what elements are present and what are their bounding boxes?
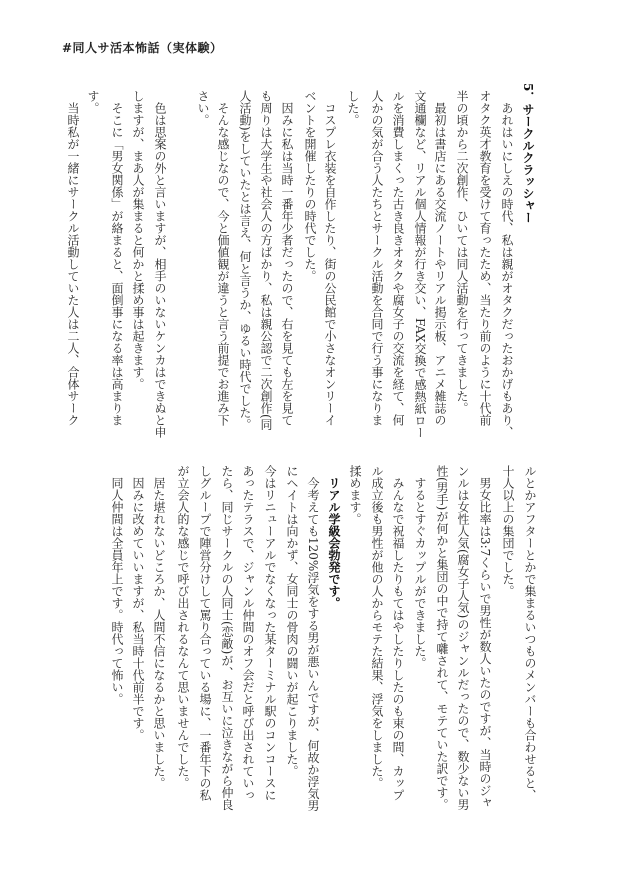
text-line: が立会人的な感じで呼び出されるなんて思いませんでした。 bbox=[176, 465, 190, 789]
text-line: オタク英才教育を受けて育ったため、当たり前のように十代前 bbox=[478, 90, 492, 426]
text-line: 揉めます。 bbox=[348, 465, 362, 525]
text-line: コスプレ衣装を自作したり、街の公民館で小さなオンリーイ bbox=[323, 90, 337, 426]
text-line: しグループで陣営分けして罵り合っている場に、一番年下の私 bbox=[198, 465, 212, 801]
text-line: するとすぐカップルができました。 bbox=[413, 465, 427, 669]
text-line: あったテラスで、ジャンル仲間のオフ会だと呼び出されていっ bbox=[241, 465, 255, 801]
text-line: ンルは女性人気(腐女子人気)のジャンルだったので、数少ない男 bbox=[456, 465, 470, 811]
text-line: さい。 bbox=[196, 90, 210, 126]
text-line: 人かの気が合う人たちとサークル活動を合同で行う事になりま bbox=[370, 90, 384, 426]
text-line: した。 bbox=[346, 90, 360, 126]
page-header-title: #同人サ活本怖話（実体験） bbox=[62, 41, 223, 55]
text-line: ルとかアフターとかで集まるいつものメンバーも合わせると、 bbox=[523, 465, 537, 801]
text-line: ル成立後も男性が他の人からモテた結果、浮気をしました。 bbox=[370, 465, 384, 789]
text-line: そこに「男女関係」が絡まると、面倒事になる率は高まりま bbox=[110, 90, 124, 426]
text-line: 性(男手)が何かと集団の中で持て囃されて、モテていた訳です。 bbox=[435, 465, 449, 811]
text-line: 居た堪れないどころか、人間不信になるかと思いました。 bbox=[152, 465, 166, 789]
text-line: あれはいにしえの時代、私は親がオタクだったおかげもあり、 bbox=[500, 90, 514, 438]
section-heading: 5．サークルクラッシャー bbox=[521, 83, 535, 224]
text-line: も周りは大学生や社会人の方ばかり、私は親公認で二次創作(同 bbox=[259, 90, 273, 431]
text-line: そんな感じなので、今と価値観が違うと言う前提でお進み下 bbox=[216, 90, 230, 426]
text-line: 男女比率は3:7くらいで男性が数人いたのですが、当時のジャ bbox=[478, 465, 492, 809]
text-line: ルを消費しまくった古き良きオタクや腐女子の交流を経て、何 bbox=[391, 90, 405, 426]
text-line: みんなで祝福したりもてはやしたりしたのも束の間、カップ bbox=[391, 465, 405, 801]
text-line: しますが、まあ人が集まると何かと揉め事は起きます。 bbox=[131, 90, 145, 390]
text-line: 文通欄など、リアル個人情報が行き交い、FAX交換で感熱紙ロー bbox=[413, 90, 427, 439]
text-line: 同人仲間は全員年上です。時代って怖い。 bbox=[110, 465, 124, 705]
text-line: 今考えても120%浮気をする男が悪いんですが、何故か浮気男 bbox=[306, 465, 320, 812]
text-line: 最初は書店にある交流ノートやリアル掲示板、アニメ雑誌の bbox=[433, 90, 447, 426]
section-heading: リアル学級会勃発です。 bbox=[327, 465, 341, 609]
text-line: 因みに改めていいますが、私当時十代前半です。 bbox=[131, 465, 145, 741]
text-line: 因みに私は当時一番年少者だったので、右を見ても左を見て bbox=[280, 90, 294, 426]
text-line: 今はリニューアルでなくなった某ターミナル駅のコンコースに bbox=[263, 465, 277, 801]
text-line: たら、同じサークルの人同士(恋敵)が、お互いに泣きながら仲良 bbox=[220, 465, 234, 811]
text-line: ベントを開催したりの時代でした。 bbox=[303, 90, 317, 282]
text-line: にヘイトは向かず、女同士の骨肉の闘いが起こりました。 bbox=[285, 465, 299, 777]
text-line: 当時私が一緒にサークル活動していた人は二人、合体サーク bbox=[66, 90, 80, 426]
text-line: 十人以上の集団でした。 bbox=[501, 465, 515, 597]
text-line: 半の頃から二次創作、ひいては同人活動を行ってきました。 bbox=[455, 90, 469, 414]
text-line: 人活動)をしていたとは言え、何と言うか、ゆるい時代でした。 bbox=[238, 90, 252, 431]
text-line: す。 bbox=[86, 90, 100, 114]
text-line: 色は思案の外と言いますが、相手のいないケンカはできぬと申 bbox=[153, 90, 167, 438]
